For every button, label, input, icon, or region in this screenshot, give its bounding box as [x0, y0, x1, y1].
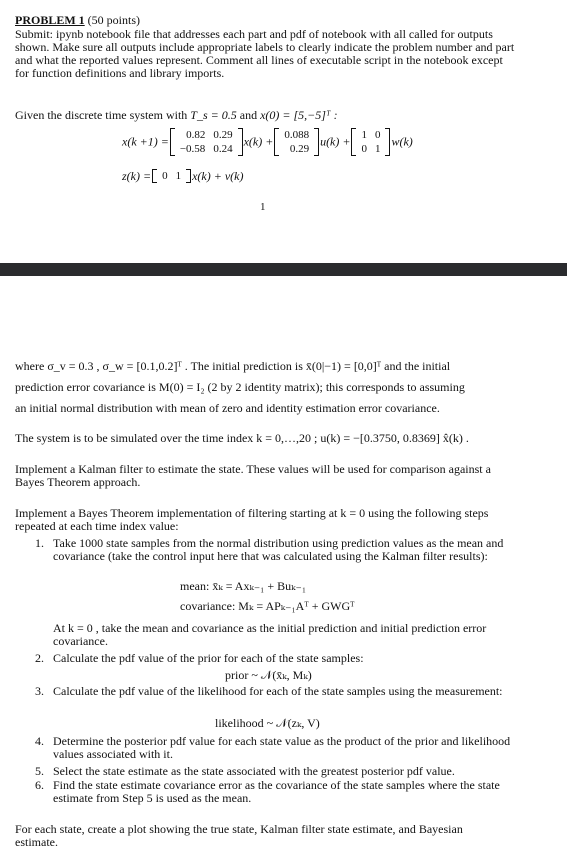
noise-params: where σ_v = 0.3 , σ_w = [0.1,0.2]ᵀ . The initial prediction is x̄(0|−1) = [0,0]ᵀ and the initial — [15, 359, 451, 373]
simulation-range: The system is to be simulated over the time index k = 0,…,20 ; u(k) = −[0.3750, 0.8369] x̂(k) . — [15, 431, 469, 445]
step-2-text: Calculate the pdf value of the prior for each of the state samples: — [53, 651, 364, 665]
kalman-instruction: Implement a Kalman filter to estimate the state. These values will be used for comparison against a Bayes Theorem approach. — [15, 462, 491, 489]
c-1: 0 — [162, 170, 168, 183]
step-5-text: Select the state estimate as the state associated with the greatest posterior pdf value. — [53, 764, 455, 778]
problem-header — [15, 14, 535, 27]
given-ts: T_s = 0.5 — [190, 108, 237, 122]
g-11: 1 — [361, 129, 367, 141]
g-12: 0 — [374, 129, 381, 141]
state-equation: x(k +1) = 0.82 0.29 −0.58 0.24 x(k) + 0.088 0.29 u(k) + 1 0 0 1 w(k) — [122, 129, 413, 155]
page-number: 1 — [260, 201, 266, 213]
a-21: −0.58 — [179, 143, 206, 155]
step-3-text: Calculate the pdf value of the likelihood for each of the state samples using the measurement: — [53, 684, 503, 698]
likelihood-equation: likelihood ~ 𝒩(zₖ, V) — [215, 716, 320, 730]
matrix-b — [274, 128, 319, 156]
g-22: 1 — [374, 143, 381, 155]
output-equation: z(k) = 0 1 x(k) + v(k) — [122, 168, 244, 183]
b-1: 0.088 — [284, 129, 310, 141]
step-1-note: At k = 0 , take the mean and covariance as the initial prediction and initial prediction error covariance. — [53, 621, 487, 648]
page-2 — [0, 276, 567, 852]
a-11: 0.82 — [186, 129, 206, 141]
given-x0: x(0) = [5,−5]ᵀ : — [260, 108, 338, 122]
step-6-text: Find the state estimate covariance error as the covariance of the state samples where the state estimate from Step 5 is used as the mean. — [53, 778, 500, 805]
prior-equation: prior ~ 𝒩(x̄ₖ, Mₖ) — [225, 668, 312, 682]
bayes-instruction: Implement a Bayes Theorem implementation of filtering starting at k = 0 using the following steps repeated at each time index value: — [15, 506, 489, 533]
initial-covariance: prediction error covariance is M(0) = I₂ (2 by 2 identity matrix); this corresponds to assuming — [15, 380, 465, 394]
g-21: 0 — [361, 143, 367, 155]
page-separator — [0, 263, 567, 276]
page-1 — [0, 0, 567, 262]
a-12: 0.29 — [213, 129, 233, 141]
step-6-num: 6. — [35, 778, 44, 792]
mean-equation: mean: x̄ₖ = Axₖ₋₁ + Buₖ₋₁ — [180, 579, 307, 593]
problem-title: PROBLEM 1 — [15, 13, 85, 27]
plot-instruction: For each state, create a plot showing the true state, Kalman filter state estimate, and Bayesian estimate. — [15, 822, 463, 849]
covariance-equation: covariance: Mₖ = APₖ₋₁Aᵀ + GWGᵀ — [180, 599, 355, 613]
step-3-num: 3. — [35, 684, 44, 698]
given-and: and — [239, 108, 258, 122]
matrix-c — [152, 169, 191, 183]
step-4-num: 4. — [35, 734, 44, 748]
given-lead: Given the discrete time system with — [15, 108, 188, 122]
a-22: 0.24 — [213, 143, 233, 155]
step-1-text: Take 1000 state samples from the normal distribution using prediction values as the mean and covariance (take the control input here that was calculated using the Kalman filter results): — [53, 536, 504, 563]
b-2: 0.29 — [289, 143, 310, 155]
given-line — [15, 109, 535, 122]
step-1-num: 1. — [35, 536, 44, 550]
step-4-text: Determine the posterior pdf value for each state value as the product of the prior and likelihood values associated with it. — [53, 734, 511, 761]
problem-intro: Submit: ipynb notebook file that addresses each part and pdf of notebook with all called for outputs shown. Make sure all outputs include appropriate labels to clearly indicate the problem number and part and what the reported values represent. Comment all lines of executable script in the notebook except for function definitions and library imports. — [15, 27, 515, 80]
c-2: 1 — [175, 170, 182, 183]
step-2-num: 2. — [35, 651, 44, 665]
initial-distribution: an initial normal distribution with mean of zero and identity estimation error covariance. — [15, 401, 440, 415]
problem-points: (50 points) — [87, 13, 141, 27]
matrix-a — [170, 128, 243, 156]
step-5-num: 5. — [35, 764, 44, 778]
matrix-g — [351, 128, 390, 156]
